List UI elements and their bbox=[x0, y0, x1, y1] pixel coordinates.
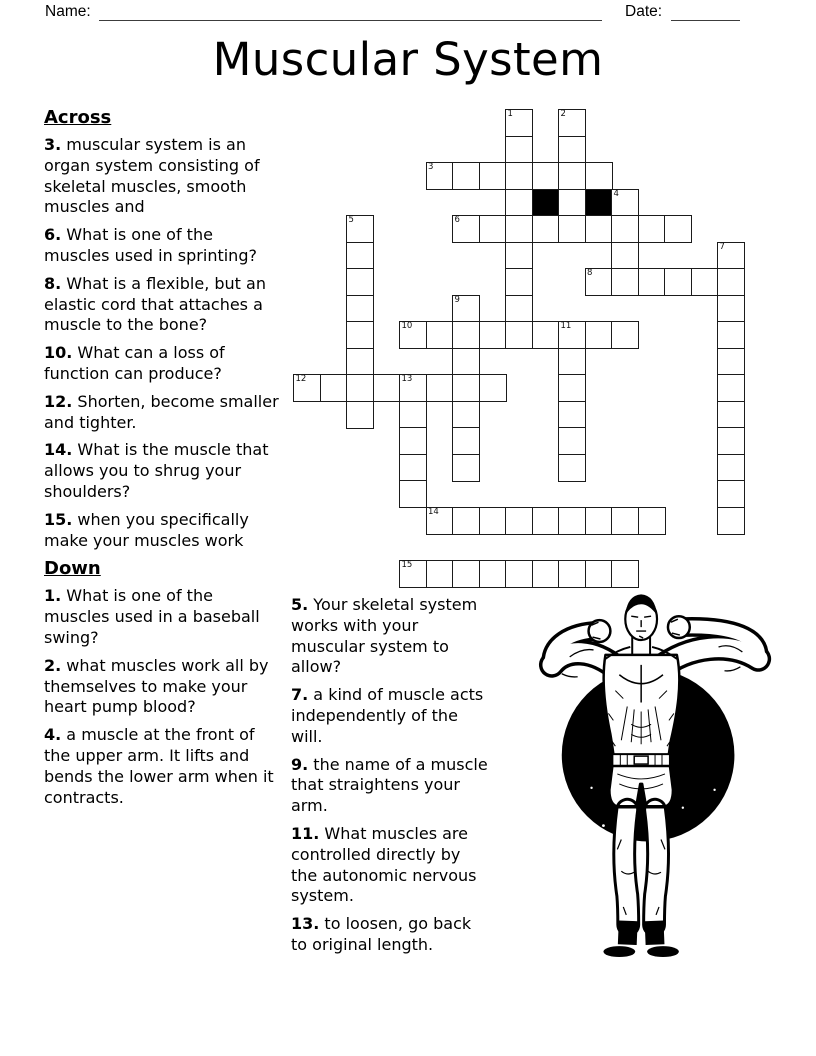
grid-cell[interactable] bbox=[532, 507, 560, 535]
grid-cell-number: 12 bbox=[295, 374, 307, 384]
crossword-grid bbox=[293, 109, 745, 589]
grid-cell[interactable] bbox=[452, 560, 480, 588]
grid-cell[interactable] bbox=[505, 215, 533, 243]
down-clue-list-left bbox=[44, 586, 282, 808]
grid-cell[interactable] bbox=[585, 507, 613, 535]
grid-cell-number: 6 bbox=[454, 215, 460, 225]
grid-cell[interactable] bbox=[399, 480, 427, 508]
grid-cell[interactable] bbox=[505, 507, 533, 535]
grid-cell-black bbox=[585, 189, 613, 217]
clue-down-2: 2. what muscles work all by themselves to make your heart pump blood? bbox=[44, 655, 269, 717]
grid-cell[interactable] bbox=[558, 162, 586, 190]
grid-cell[interactable] bbox=[585, 215, 613, 243]
grid-cell[interactable] bbox=[346, 374, 374, 402]
grid-cell[interactable] bbox=[664, 215, 692, 243]
clue-down-4: 4. a muscle at the front of the upper arm. It lifts and bends the lower arm when it contracts. bbox=[44, 725, 274, 807]
grid-cell-number: 11 bbox=[560, 321, 572, 331]
grid-cell[interactable] bbox=[558, 507, 586, 535]
grid-cell[interactable] bbox=[346, 242, 374, 270]
grid-cell-number: 10 bbox=[401, 321, 413, 331]
clue-column-left bbox=[44, 107, 282, 815]
grid-cell[interactable] bbox=[717, 401, 745, 429]
grid-cell-number: 13 bbox=[401, 374, 413, 384]
grid-cell[interactable] bbox=[558, 215, 586, 243]
grid-cell[interactable] bbox=[505, 321, 533, 349]
grid-cell[interactable] bbox=[717, 295, 745, 323]
grid-cell[interactable] bbox=[479, 507, 507, 535]
clue-column-middle bbox=[291, 595, 491, 963]
grid-cell-number: 9 bbox=[454, 294, 460, 305]
grid-cell[interactable] bbox=[532, 162, 560, 190]
grid-cell[interactable] bbox=[479, 321, 507, 349]
grid-cell[interactable] bbox=[426, 162, 454, 190]
name-input-line[interactable] bbox=[99, 2, 602, 21]
grid-cell[interactable] bbox=[346, 215, 374, 243]
grid-cell[interactable] bbox=[346, 268, 374, 296]
grid-cell[interactable] bbox=[558, 427, 586, 455]
grid-cell[interactable] bbox=[558, 109, 586, 137]
grid-cell[interactable] bbox=[452, 427, 480, 455]
grid-cell[interactable] bbox=[532, 321, 560, 349]
clue-down-13: 13. to loosen, go back to original length. bbox=[291, 914, 472, 954]
grid-cell[interactable] bbox=[479, 215, 507, 243]
grid-cell-number: 7 bbox=[719, 241, 725, 252]
grid-cell[interactable] bbox=[426, 507, 454, 535]
down-heading: Down bbox=[44, 558, 101, 580]
grid-cell[interactable] bbox=[399, 321, 427, 349]
clue-across-15: 15. when you specifically make your muscles work bbox=[44, 509, 249, 550]
down-clue-list-middle bbox=[291, 595, 491, 956]
grid-cell[interactable] bbox=[611, 189, 639, 217]
grid-cell-number: 15 bbox=[401, 559, 413, 570]
grid-cell[interactable] bbox=[399, 427, 427, 455]
grid-cell[interactable] bbox=[717, 427, 745, 455]
grid-cell[interactable] bbox=[426, 321, 454, 349]
grid-cell[interactable] bbox=[346, 321, 374, 349]
grid-cell-number: 5 bbox=[348, 215, 354, 225]
grid-cell[interactable] bbox=[638, 268, 666, 296]
grid-cell[interactable] bbox=[479, 374, 507, 402]
grid-cell[interactable] bbox=[505, 189, 533, 217]
date-label: Date: bbox=[625, 3, 663, 20]
grid-cell[interactable] bbox=[717, 454, 745, 482]
across-heading: Across bbox=[44, 107, 112, 128]
grid-cell[interactable] bbox=[664, 268, 692, 296]
grid-cell[interactable] bbox=[452, 215, 480, 243]
grid-cell-number: 3 bbox=[428, 162, 434, 172]
clue-down-1: 1. What is one of the muscles used in a baseball swing? bbox=[44, 586, 260, 647]
grid-cell[interactable] bbox=[293, 374, 321, 402]
grid-cell[interactable] bbox=[505, 136, 533, 164]
grid-cell[interactable] bbox=[691, 268, 719, 296]
grid-cell[interactable] bbox=[452, 162, 480, 190]
grid-cell-number: 1 bbox=[507, 109, 513, 119]
grid-cell[interactable] bbox=[611, 242, 639, 270]
grid-cell[interactable] bbox=[558, 374, 586, 402]
clue-down-7: 7. a kind of muscle acts independently of the will. bbox=[291, 685, 484, 746]
clue-down-9: 9. the name of a muscle that straightens your arm. bbox=[291, 754, 488, 816]
grid-cell-number: 8 bbox=[587, 268, 593, 278]
date-input-line[interactable] bbox=[671, 2, 740, 21]
grid-cell[interactable] bbox=[346, 348, 374, 376]
clue-across-12: 12. Shorten, become smaller and tighter. bbox=[44, 391, 279, 432]
grid-cell[interactable] bbox=[611, 321, 639, 349]
clue-across-6: 6. What is one of the muscles used in sprinting? bbox=[44, 225, 257, 265]
grid-cell[interactable] bbox=[452, 401, 480, 429]
grid-cell[interactable] bbox=[479, 162, 507, 190]
grid-cell[interactable] bbox=[611, 215, 639, 243]
grid-cell[interactable] bbox=[452, 454, 480, 482]
grid-cell[interactable] bbox=[320, 374, 348, 402]
grid-cell[interactable] bbox=[638, 215, 666, 243]
grid-cell[interactable] bbox=[558, 136, 586, 164]
page-title: Muscular System bbox=[212, 33, 604, 86]
grid-cell[interactable] bbox=[505, 560, 533, 588]
clue-across-3: 3. muscular system is an organ system consisting of skeletal muscles, smooth muscles and bbox=[44, 135, 260, 217]
clue-across-10: 10. What can a loss of function can produce? bbox=[44, 343, 225, 383]
grid-cell[interactable] bbox=[479, 560, 507, 588]
grid-cell[interactable] bbox=[717, 480, 745, 508]
grid-cell[interactable] bbox=[426, 560, 454, 588]
grid-cell[interactable] bbox=[532, 215, 560, 243]
grid-cell[interactable] bbox=[558, 454, 586, 482]
grid-cell[interactable] bbox=[399, 560, 427, 588]
strongman-illustration bbox=[532, 578, 790, 964]
grid-cell-black bbox=[532, 189, 560, 217]
grid-cell[interactable] bbox=[505, 109, 533, 137]
name-label: Name: bbox=[45, 3, 91, 20]
grid-cell[interactable] bbox=[452, 348, 480, 376]
grid-cell[interactable] bbox=[585, 268, 613, 296]
grid-cell[interactable] bbox=[346, 295, 374, 323]
grid-cell[interactable] bbox=[717, 348, 745, 376]
grid-cell-number: 2 bbox=[560, 109, 566, 119]
grid-cell[interactable] bbox=[426, 374, 454, 402]
grid-cell[interactable] bbox=[558, 401, 586, 429]
clue-across-14: 14. What is the muscle that allows you to shrug your shoulders? bbox=[44, 440, 269, 501]
grid-cell[interactable] bbox=[505, 162, 533, 190]
grid-cell[interactable] bbox=[452, 374, 480, 402]
grid-cell-number: 4 bbox=[613, 188, 619, 199]
grid-cell[interactable] bbox=[373, 374, 401, 402]
grid-cell[interactable] bbox=[452, 507, 480, 535]
grid-cell[interactable] bbox=[717, 242, 745, 270]
grid-cell[interactable] bbox=[611, 268, 639, 296]
grid-cell[interactable] bbox=[346, 401, 374, 429]
grid-cell[interactable] bbox=[558, 189, 586, 217]
grid-cell[interactable] bbox=[452, 321, 480, 349]
grid-cell[interactable] bbox=[558, 321, 586, 349]
grid-cell[interactable] bbox=[717, 507, 745, 535]
grid-cell[interactable] bbox=[585, 321, 613, 349]
grid-cell[interactable] bbox=[399, 454, 427, 482]
grid-cell[interactable] bbox=[717, 374, 745, 402]
grid-cell[interactable] bbox=[399, 374, 427, 402]
grid-cell[interactable] bbox=[717, 268, 745, 296]
grid-cell[interactable] bbox=[452, 295, 480, 323]
grid-cell[interactable] bbox=[717, 321, 745, 349]
across-clue-list bbox=[44, 135, 282, 551]
clue-down-5: 5. Your skeletal system works with your muscular system to allow? bbox=[291, 595, 478, 677]
grid-cell[interactable] bbox=[505, 268, 533, 296]
clue-across-8: 8. What is a flexible, but an elastic cord that attaches a muscle to the bone? bbox=[44, 273, 266, 335]
grid-cell[interactable] bbox=[585, 162, 613, 190]
grid-cell[interactable] bbox=[558, 348, 586, 376]
grid-cell[interactable] bbox=[611, 507, 639, 535]
grid-cell-number: 14 bbox=[428, 506, 439, 517]
grid-cell[interactable] bbox=[399, 401, 427, 429]
clue-down-11: 11. What muscles are controlled directly by the autonomic nervous system. bbox=[291, 823, 477, 906]
grid-cell[interactable] bbox=[505, 242, 533, 270]
grid-cell[interactable] bbox=[505, 295, 533, 323]
grid-cell[interactable] bbox=[638, 507, 666, 535]
